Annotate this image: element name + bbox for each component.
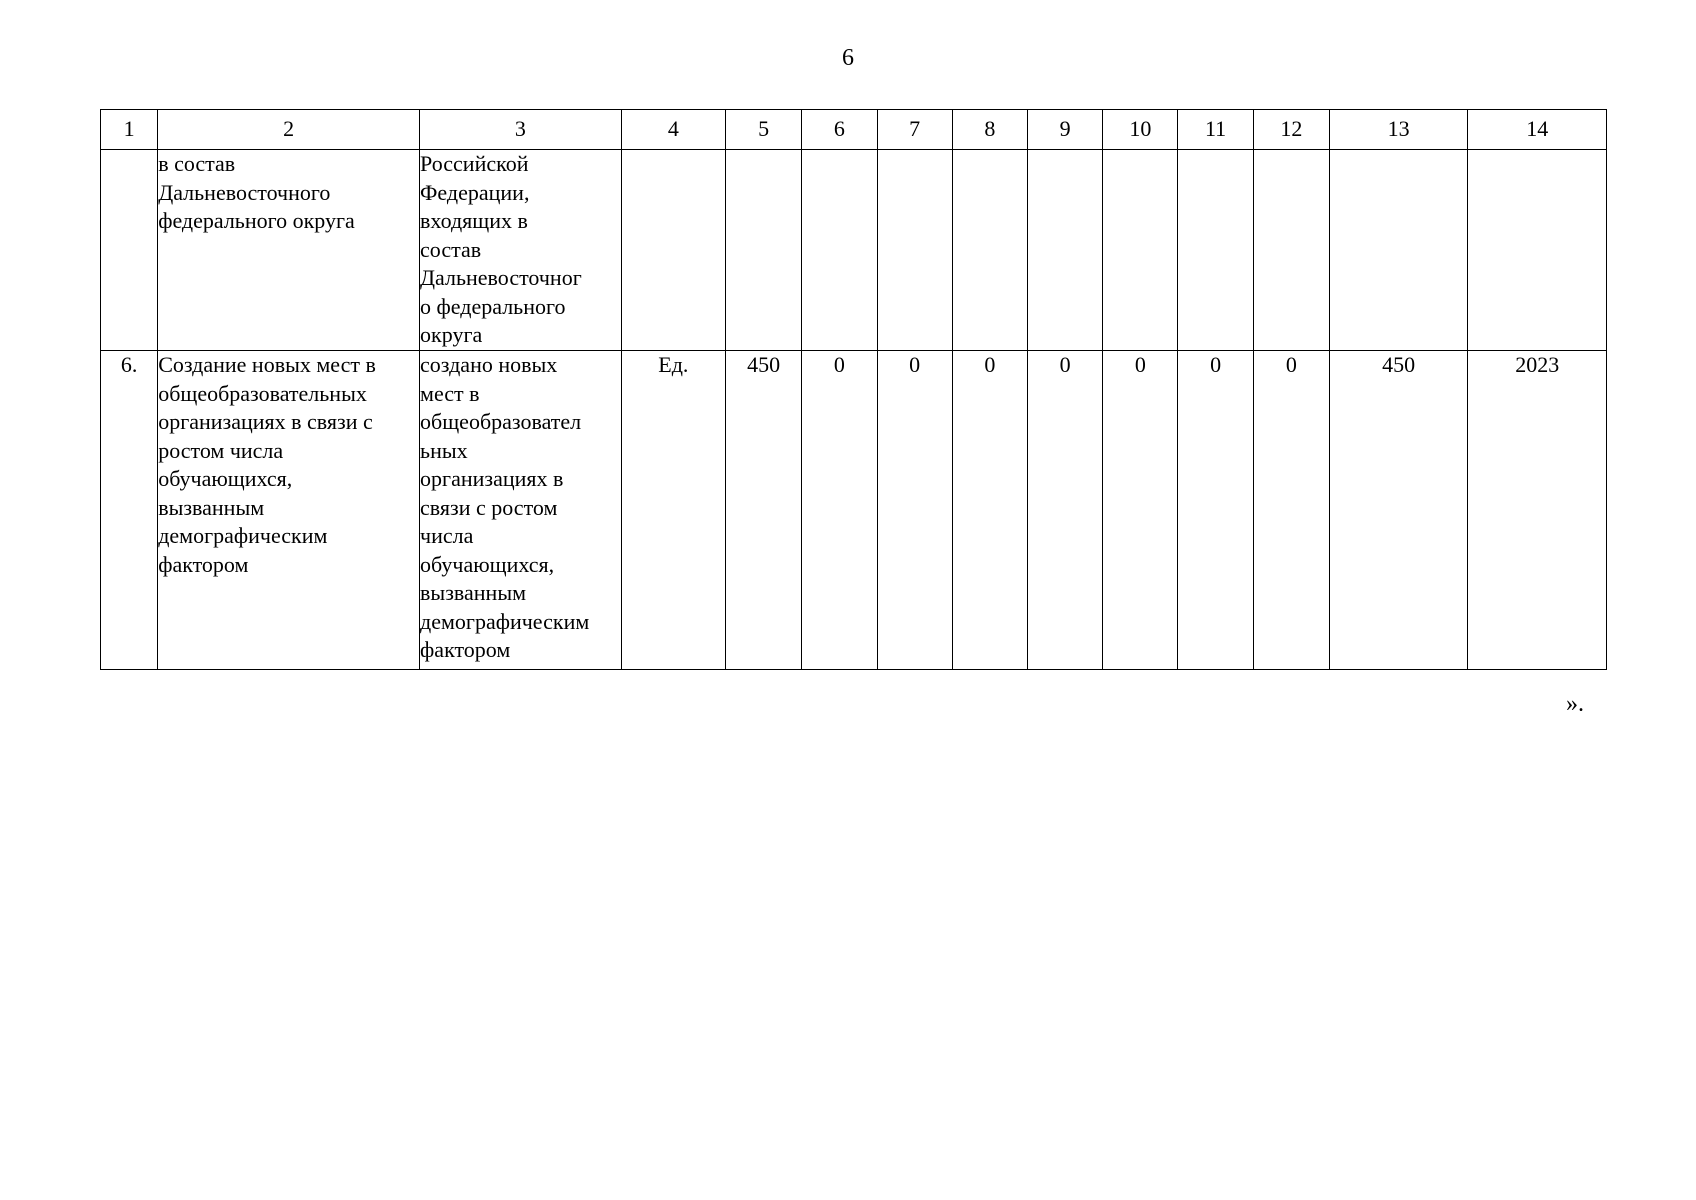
value-cell xyxy=(726,150,802,351)
indicator-cell: создано новых мест в общеобразовател ьных организациях в связи с ростом числа обучающихся, вызванным демографическим фактором xyxy=(420,351,622,670)
table-row xyxy=(101,150,1607,351)
value-cell: 0 xyxy=(802,351,877,670)
total-cell xyxy=(1329,150,1467,351)
column-header: 11 xyxy=(1178,110,1253,150)
data-table xyxy=(100,109,1607,670)
value-cell: 0 xyxy=(1028,351,1103,670)
table-header-row xyxy=(101,110,1607,150)
column-header: 14 xyxy=(1468,110,1607,150)
column-header: 1 xyxy=(101,110,158,150)
column-header: 8 xyxy=(952,110,1027,150)
unit-cell xyxy=(621,150,725,351)
column-header: 4 xyxy=(621,110,725,150)
row-number-cell: 6. xyxy=(101,351,158,670)
page-number: 6 xyxy=(842,45,854,71)
value-cell: 0 xyxy=(1178,351,1253,670)
value-cell xyxy=(952,150,1027,351)
value-cell: 0 xyxy=(952,351,1027,670)
value-cell: 0 xyxy=(1103,351,1178,670)
unit-cell: Ед. xyxy=(621,351,725,670)
column-header: 10 xyxy=(1103,110,1178,150)
column-header: 13 xyxy=(1329,110,1467,150)
value-cell xyxy=(1103,150,1178,351)
row-number-cell xyxy=(101,150,158,351)
year-cell xyxy=(1468,150,1607,351)
value-cell: 0 xyxy=(1253,351,1329,670)
value-cell xyxy=(1253,150,1329,351)
year-cell: 2023 xyxy=(1468,351,1607,670)
column-header: 3 xyxy=(420,110,622,150)
value-cell xyxy=(802,150,877,351)
closing-quote-mark: ». xyxy=(1566,691,1584,717)
column-header: 12 xyxy=(1253,110,1329,150)
column-header: 9 xyxy=(1028,110,1103,150)
table-row xyxy=(101,351,1607,670)
indicator-cell: Российской Федерации, входящих в состав Дальневосточног о федерального округа xyxy=(420,150,622,351)
value-cell: 0 xyxy=(877,351,952,670)
value-cell: 450 xyxy=(726,351,802,670)
column-header: 6 xyxy=(802,110,877,150)
value-cell xyxy=(1028,150,1103,351)
value-cell xyxy=(1178,150,1253,351)
total-cell: 450 xyxy=(1329,351,1467,670)
column-header: 2 xyxy=(158,110,420,150)
column-header: 5 xyxy=(726,110,802,150)
event-name-cell: Создание новых мест в общеобразовательных организациях в связи с ростом числа обучающихся, вызванным демографическим фактором xyxy=(158,351,420,670)
column-header: 7 xyxy=(877,110,952,150)
value-cell xyxy=(877,150,952,351)
event-name-cell: в состав Дальневосточного федерального округа xyxy=(158,150,420,351)
